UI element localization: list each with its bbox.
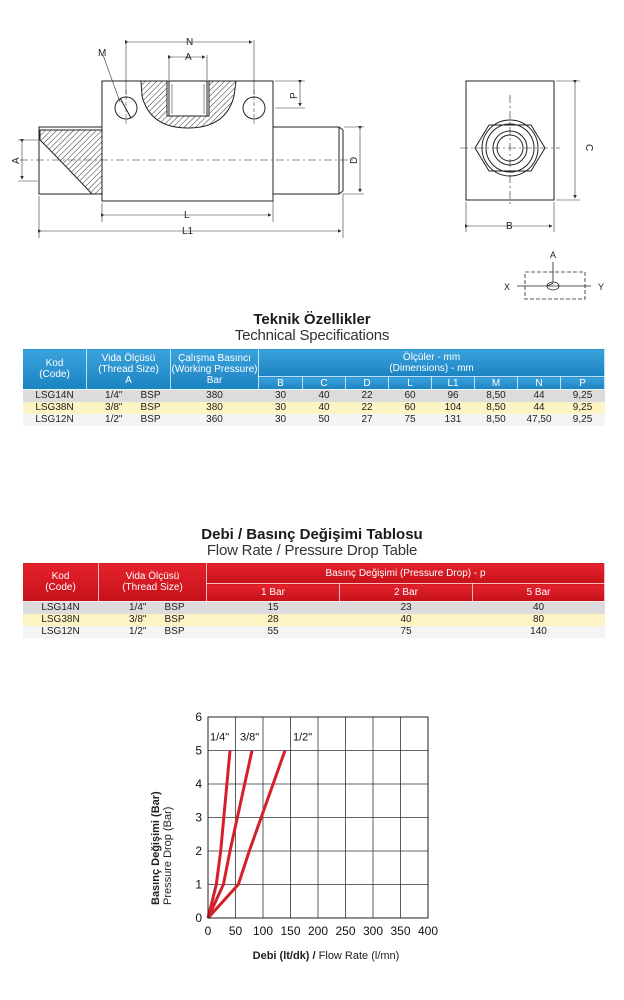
spec-h-B: B [259, 377, 303, 390]
x-tick-label: 400 [417, 924, 439, 938]
y-tick-label: 3 [195, 810, 202, 825]
y-tick-label: 1 [195, 877, 202, 892]
label-sym-Y: Y [598, 282, 605, 292]
table-row: LSG38N 3/8" BSP 380 30 40 22 60 104 8,50 44 9,25 [23, 402, 605, 414]
spec-h-code: Kod (Code) [23, 349, 87, 390]
flow-h-5bar: 5 Bar [473, 584, 605, 602]
series-label: 1/4" [210, 731, 230, 744]
spec-h-M: M [475, 377, 518, 390]
label-L: L [184, 210, 190, 221]
flow-h-code: Kod (Code) [23, 563, 99, 602]
valve-technical-drawing [0, 0, 624, 300]
pressure-drop-chart [0, 700, 624, 960]
flow-title [0, 526, 624, 559]
chart-ylabel: Basınç Değişimi (Bar) Pressure Drop (Bar) [150, 791, 174, 905]
spec-title-en: Technical Specifications [234, 327, 390, 344]
spec-h-C: C [303, 377, 346, 390]
y-tick-label: 0 [195, 911, 202, 925]
label-A-left: A [11, 157, 22, 164]
label-P: P [289, 92, 300, 99]
spec-table [22, 348, 605, 426]
x-tick-label: 50 [228, 924, 243, 938]
spec-h-L1: L1 [432, 377, 475, 390]
flow-h-2bar: 2 Bar [340, 584, 473, 602]
spec-title [0, 311, 624, 344]
flow-h-pressure-drop: Basınç Değişimi (Pressure Drop) - p [207, 563, 605, 584]
spec-h-D: D [346, 377, 389, 390]
x-tick-label: 0 [204, 924, 212, 938]
y-tick-label: 6 [195, 710, 202, 724]
x-tick-label: 250 [335, 924, 356, 938]
flow-h-thread: Vida Ölçüsü (Thread Size) [99, 563, 207, 602]
y-tick-label: 2 [195, 844, 202, 858]
label-L1: L1 [182, 226, 194, 237]
table-row: LSG38N 3/8" BSP 28 40 80 [23, 614, 605, 626]
x-tick-label: 100 [252, 924, 274, 938]
label-M: M [98, 48, 107, 59]
flow-title-en: Flow Rate / Pressure Drop Table [206, 542, 418, 559]
label-A-top: A [185, 52, 192, 63]
label-C: C [583, 144, 594, 152]
x-tick-label: 150 [280, 924, 301, 938]
x-tick-label: 350 [390, 924, 411, 938]
x-tick-label: 200 [307, 924, 329, 938]
spec-h-L: L [389, 377, 432, 390]
series-label: 3/8" [240, 731, 260, 744]
spec-h-pressure: Çalışma Basıncı (Working Pressure) Bar [171, 349, 259, 390]
table-row: LSG14N 1/4" BSP 380 30 40 22 60 96 8,50 44 9,25 [23, 390, 605, 403]
series-label: 1/2" [293, 731, 313, 744]
label-B: B [506, 221, 513, 232]
flow-title-tr: Debi / Basınç Değişimi Tablosu [201, 526, 423, 543]
label-D: D [349, 156, 360, 164]
flow-table [22, 562, 605, 638]
x-tick-label: 300 [362, 924, 384, 938]
label-sym-A: A [550, 250, 557, 260]
spec-h-dimensions: Ölçüler - mm (Dimensions) - mm [259, 349, 605, 377]
label-sym-X: X [504, 282, 511, 292]
front-view [20, 81, 355, 201]
table-row: LSG14N 1/4" BSP 15 23 40 [23, 602, 605, 615]
chart-xlabel: Debi (lt/dk) / Flow Rate (l/mn) [252, 950, 400, 962]
spec-h-N: N [518, 377, 561, 390]
hydraulic-symbol [517, 262, 591, 299]
spec-h-thread: Vida Ölçüsü (Thread Size) A [87, 349, 171, 390]
y-tick-label: 5 [195, 743, 202, 758]
side-view [460, 81, 560, 205]
spec-h-P: P [561, 377, 605, 390]
label-N: N [186, 37, 194, 48]
flow-h-1bar: 1 Bar [207, 584, 340, 602]
table-row: LSG12N 1/2" BSP 360 30 50 27 75 131 8,50 47,50 9,25 [23, 414, 605, 426]
y-tick-label: 4 [195, 777, 202, 791]
spec-title-tr: Teknik Özellikler [253, 311, 371, 328]
table-row: LSG12N 1/2" BSP 55 75 140 [23, 626, 605, 638]
